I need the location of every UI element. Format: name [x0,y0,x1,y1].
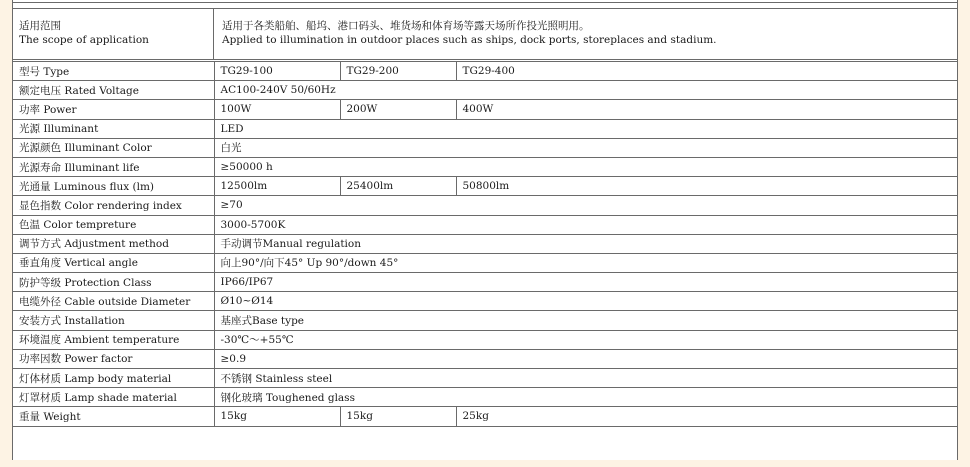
spec-value: 200W [340,100,456,119]
spec-table [13,61,957,427]
spec-label: 光源寿命 Illuminant life [13,157,214,176]
spec-value: 手动调节Manual regulation [214,234,957,253]
spec-row [13,292,957,311]
scope-label [19,19,149,47]
spec-value: 钢化玻璃 Toughened glass [214,388,957,407]
spec-label: 型号 Type [13,62,214,81]
spec-label: 重量 Weight [13,407,214,426]
spec-row [13,138,957,157]
spec-value: 15kg [340,407,456,426]
spec-value: ≥70 [214,196,957,215]
spec-row [13,177,957,196]
top-divider [13,2,957,3]
spec-row [13,196,957,215]
spec-row [13,62,957,81]
spec-value: TG29-200 [340,62,456,81]
spec-row [13,311,957,330]
spec-label: 灯体材质 Lamp body material [13,369,214,388]
spec-label: 环境温度 Ambient temperature [13,330,214,349]
spec-value: AC100-240V 50/60Hz [214,81,957,100]
spec-value: 基座式Base type [214,311,957,330]
spec-label: 光通量 Luminous flux (lm) [13,177,214,196]
spec-row [13,215,957,234]
spec-value: 不锈钢 Stainless steel [214,369,957,388]
scope-divider [213,9,214,59]
spec-row [13,253,957,272]
spec-value: -30℃～+55℃ [214,330,957,349]
spec-label: 光源颜色 Illuminant Color [13,138,214,157]
spec-label: 光源 Illuminant [13,119,214,138]
spec-row [13,369,957,388]
spec-value: 15kg [214,407,340,426]
spec-row [13,119,957,138]
spec-value: IP66/IP67 [214,273,957,292]
scope-value-cn: 适用于各类船舶、船坞、港口码头、堆货场和体育场等露天场所作投光照明用。 [222,20,590,32]
spec-label: 垂直角度 Vertical angle [13,253,214,272]
spec-value: 白光 [214,138,957,157]
scope-value-en: Applied to illumination in outdoor places such as ships, dock ports, storeplaces and stadium. [222,34,717,46]
spec-value: 100W [214,100,340,119]
spec-label: 灯罩材质 Lamp shade material [13,388,214,407]
spec-row [13,349,957,368]
spec-label: 功率 Power [13,100,214,119]
spec-value: ≥0.9 [214,349,957,368]
spec-value: 400W [456,100,957,119]
spec-value: 25kg [456,407,957,426]
spec-value: Ø10~Ø14 [214,292,957,311]
spec-row [13,407,957,426]
scope-label-en: The scope of application [19,34,149,46]
spec-value: 向上90°/向下45° Up 90°/down 45° [214,253,957,272]
spec-label: 显色指数 Color rendering index [13,196,214,215]
spec-label: 功率因数 Power factor [13,349,214,368]
spec-row [13,81,957,100]
spec-value: LED [214,119,957,138]
scope-label-cn: 适用范围 [19,20,61,32]
scope-value [222,19,717,47]
spec-value: 25400lm [340,177,456,196]
spec-label: 安装方式 Installation [13,311,214,330]
spec-value: 12500lm [214,177,340,196]
spec-table-body [13,62,957,427]
spec-row [13,330,957,349]
spec-row [13,273,957,292]
spec-row [13,388,957,407]
spec-label: 调节方式 Adjustment method [13,234,214,253]
scope-section [13,8,957,60]
spec-value: 50800lm [456,177,957,196]
spec-value: 3000-5700K [214,215,957,234]
spec-row [13,157,957,176]
spec-label: 电缆外径 Cable outside Diameter [13,292,214,311]
spec-label: 额定电压 Rated Voltage [13,81,214,100]
spec-value: TG29-400 [456,62,957,81]
spec-value: ≥50000 h [214,157,957,176]
spec-value: TG29-100 [214,62,340,81]
spec-row [13,100,957,119]
spec-sheet [12,0,958,460]
spec-row [13,234,957,253]
spec-label: 色温 Color tempreture [13,215,214,234]
spec-label: 防护等级 Protection Class [13,273,214,292]
